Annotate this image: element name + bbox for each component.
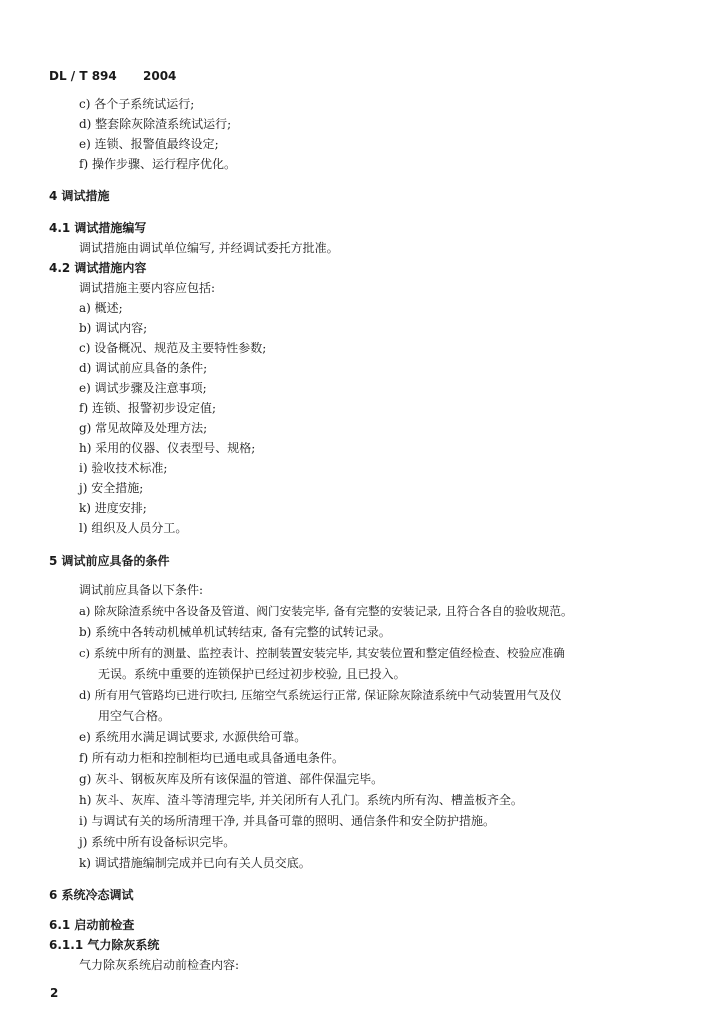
list-item: d) 整套除灰除渣系统试运行;	[79, 117, 232, 131]
list-item: l) 组织及人员分工。	[79, 521, 188, 535]
list-item: f) 操作步骤、运行程序优化。	[79, 157, 236, 171]
list-item: g) 常见故障及处理方法;	[79, 421, 208, 435]
list-item: e) 调试步骤及注意事项;	[79, 381, 207, 395]
section-4-2-intro: 调试措施主要内容应包括:	[79, 281, 216, 295]
list-item: a) 除灰除渣系统中各设备及管道、阀门安装完毕, 备有完整的安装记录, 且符合各自的验收规范。	[79, 604, 573, 618]
list-item: k) 进度安排;	[79, 501, 147, 515]
list-item: d) 所有用气管路均已进行吹扫, 压缩空气系统运行正常, 保证除灰除渣系统中气动装置用气及仪	[79, 688, 562, 702]
list-item: c) 设备概况、规范及主要特性参数;	[79, 341, 267, 355]
section-4-heading: 4 调试措施	[49, 189, 110, 203]
list-item: c) 系统中所有的测量、监控表计、控制装置安装完毕, 其安装位置和整定值经检查、校验应准确	[79, 646, 565, 660]
section-4-1-body: 调试措施由调试单位编写, 并经调试委托方批准。	[79, 241, 339, 255]
list-item: k) 调试措施编制完成并已向有关人员交底。	[79, 856, 311, 870]
list-item: b) 系统中各转动机械单机试转结束, 备有完整的试转记录。	[79, 625, 391, 639]
section-6-heading: 6 系统冷态调试	[49, 888, 134, 902]
section-5-heading: 5 调试前应具备的条件	[49, 554, 170, 568]
list-item: i) 验收技术标准;	[79, 461, 168, 475]
list-item-continuation: 无误。系统中重要的连锁保护已经过初步校验, 且已投入。	[98, 667, 406, 681]
list-item: f) 连锁、报警初步设定值;	[79, 401, 216, 415]
list-item: c) 各个子系统试运行;	[79, 97, 195, 111]
section-6-1-1-body: 气力除灰系统启动前检查内容:	[79, 958, 240, 972]
list-item: e) 系统用水满足调试要求, 水源供给可靠。	[79, 730, 307, 744]
list-item: e) 连锁、报警值最终设定;	[79, 137, 219, 151]
page-number: 2	[50, 986, 59, 1000]
list-item: j) 系统中所有设备标识完毕。	[79, 835, 236, 849]
list-item: g) 灰斗、钢板灰库及所有该保温的管道、部件保温完毕。	[79, 772, 384, 786]
list-item: f) 所有动力柜和控制柜均已通电或具备通电条件。	[79, 751, 344, 765]
list-item: a) 概述;	[79, 301, 123, 315]
list-item: b) 调试内容;	[79, 321, 148, 335]
doc-standard-number: DL / T 894	[49, 69, 117, 83]
section-6-1-heading: 6.1 启动前检查	[49, 918, 135, 932]
doc-year: 2004	[143, 69, 177, 83]
section-4-1-heading: 4.1 调试措施编写	[49, 221, 147, 235]
list-item: h) 采用的仪器、仪表型号、规格;	[79, 441, 256, 455]
list-item: j) 安全措施;	[79, 481, 144, 495]
list-item-continuation: 用空气合格。	[98, 709, 171, 723]
list-item: i) 与调试有关的场所清理干净, 并具备可靠的照明、通信条件和安全防护措施。	[79, 814, 495, 828]
list-item: d) 调试前应具备的条件;	[79, 361, 208, 375]
section-6-1-1-heading: 6.1.1 气力除灰系统	[49, 938, 160, 952]
list-item: h) 灰斗、灰库、渣斗等清理完毕, 并关闭所有人孔门。系统内所有沟、槽盖板齐全。	[79, 793, 523, 807]
section-5-intro: 调试前应具备以下条件:	[79, 583, 204, 597]
section-4-2-heading: 4.2 调试措施内容	[49, 261, 147, 275]
